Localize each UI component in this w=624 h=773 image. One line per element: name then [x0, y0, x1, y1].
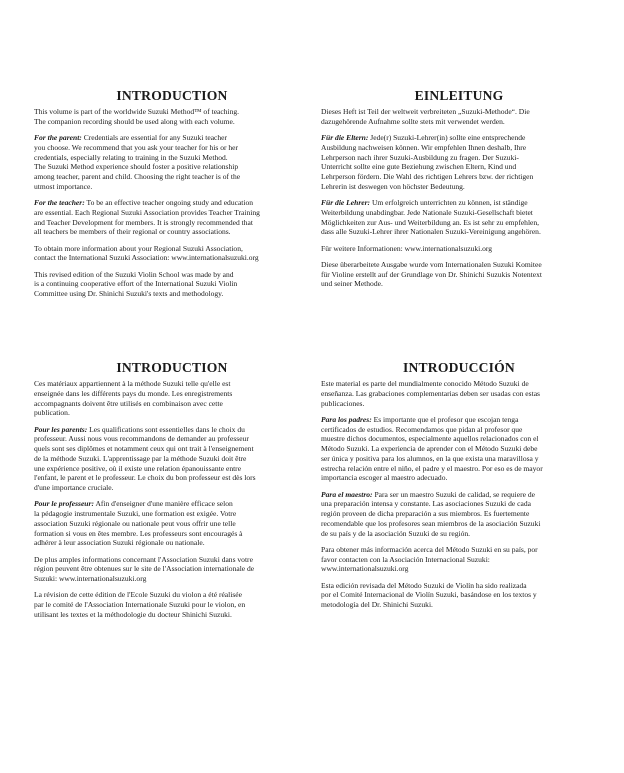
parent-text: Es importante que el profesor que escojan tenga certificados de estudios. Recomendamos que pidan al profesor que muestre dichos documentos, especialmente aquellos relacionados con el Método Suzuki. La experiencia de aprender con el Método Suzuki debe ser única y positiva para los alumnos, en la que exista una maravillosa y estrecha relación entre el niño, el padre y el maestro. Por eso es de mayor importancia escoger al maestro adecuado. — [321, 414, 543, 483]
parent-text: Jede(r) Suzuki-Lehrer(in) sollte eine entsprechende Ausbildung nachweisen können. Wir empfehlen Ihnen deshalb, Ihre Lehrperson nach ihrer Suzuki-Ausbildung zu fragen. Der Suzuki- Unterricht sollte eine gute Beziehung zwischen Eltern, Kind und Lehrperson fördern. Die Wahl des richtigen Lehrers bzw. der richtigen Lehrerin ist deswegen von höchster Bedeutung. — [321, 133, 534, 191]
section-title: INTRODUCCIÓN — [403, 360, 515, 375]
intro-paragraph: This volume is part of the worldwide Suzuki Method™ of teaching. The companion recording should be used along with each volume. — [34, 107, 240, 126]
teacher-lead: Para el maestro: — [321, 489, 373, 499]
intro-paragraph: Dieses Heft ist Teil der weltweit verbreiteten „Suzuki-Methode“. Die dazugehörende Aufnahme sollte stets mit verwendet werden. — [321, 107, 530, 126]
info-paragraph: Für weitere Informationen: www.internationalsuzuki.org — [321, 243, 493, 253]
teacher-lead: Pour le professeur: — [34, 499, 94, 509]
teacher-text: Um erfolgreich unterrichten zu können, ist ständige Weiterbildung unabdingbar. Jede Nationale Suzuki-Gesellschaft bietet Möglichkeiten zur Aus- und Weiterbildung an. Es ist sehr zu empfehlen, dass alle Suzuki-Lehrer ihrer Nationalen Suzuki-Vereinigung angehören. — [321, 198, 541, 237]
teacher-paragraph — [34, 198, 310, 237]
section-title: INTRODUCTION — [116, 360, 228, 375]
parent-text: Credentials are essential for any Suzuki teacher you choose. We recommend that you ask your teacher for his or her credentials, especially relating to training in the Suzuki Method. The Suzuki Method experience should foster a positive relationship among teacher, parent and child. Choosing the right teacher is of the utmost importance. — [34, 133, 241, 191]
teacher-text: To be an effective teacher ongoing study and education are essential. Each Regional Suzuki Association provides Teacher Training and Teacher Development for members. It is strongly recommended that all teachers be members of their regional or country associations. — [34, 198, 260, 237]
introduction-english — [34, 88, 310, 305]
edition-paragraph: Esta edición revisada del Método Suzuki de Violín ha sido realizada por el Comité Internacional de Violín Suzuki, basándose en los textos y metodología del Dr. Shinichi Suzuki. — [321, 580, 537, 609]
parent-paragraph — [321, 415, 597, 483]
teacher-paragraph — [321, 198, 597, 237]
parent-lead: Für die Eltern: — [321, 133, 369, 142]
info-paragraph: Para obtener más información acerca del Método Suzuki en su país, por favor contacten con la Asociación Internacional Suzuki: www.internationalsuzuki.org — [321, 544, 538, 574]
parent-lead: Pour les parents: — [34, 424, 88, 434]
teacher-lead: For the teacher: — [34, 198, 85, 207]
teacher-paragraph — [34, 499, 310, 548]
teacher-paragraph — [321, 490, 597, 539]
section-title: EINLEITUNG — [414, 88, 504, 103]
parent-paragraph — [321, 133, 597, 192]
parent-paragraph — [34, 425, 310, 493]
edition-paragraph: This revised edition of the Suzuki Violin School was made by and is a continuing cooperative effort of the International Suzuki Violin Committee using Dr. Shinichi Suzuki's texts and methodology. — [34, 269, 238, 298]
edition-paragraph: Diese überarbeitete Ausgabe wurde vom Internationalen Suzuki Komitee für Violine erstellt auf der Grundlage von Dr. Shinichi Suzukis Notentext und seiner Methode. — [321, 259, 542, 289]
parent-text: Les qualifications sont essentielles dans le choix du professeur. Aussi nous vous recommandons de demander au professeur quels sont ses diplômes et notamment ceux qui ont trait à l'enseignement de la méthode Suzuki. L'apprentissage par la méthode Suzuki doit être une expérience positive, où il existe une relation épanouissante entre l'enfant, le parent et le professeur. Le choix du bon professeur est dès lors d'une importance cruciale. — [34, 424, 256, 492]
introduction-german — [321, 88, 597, 296]
section-title: INTRODUCTION — [116, 88, 228, 103]
introduction-french — [34, 360, 310, 626]
introduction-spanish — [321, 360, 597, 616]
teacher-text: Afin d'enseigner d'une manière efficace selon la pédagogie instrumentale Suzuki, une formation est exigée. Votre association Suzuki régionale ou nationale peut vous offrir une telle formation si vous en êtes membre. Les professeurs sont encouragés à adhérer à leur association Suzuki régionale ou nationale. — [34, 499, 243, 548]
edition-paragraph: La révision de cette édition de l'Ecole Suzuki du violon a été réalisée par le comité de l'Association Internationale Suzuki pour le violon, en utilisant les textes et la méthodologie du docteur Shinichi Suzuki. — [34, 590, 246, 619]
parent-lead: Para los padres: — [321, 414, 372, 424]
teacher-text: Para ser un maestro Suzuki de calidad, se requiere de una preparación intensa y constante. Las asociaciones Suzuki de cada región proveen de dicha preparación a sus miembros. Es fuertemente recomendable que los profesores sean miembros de la asociación Suzuki de su país y de la asociación Suzuki de su región. — [321, 489, 541, 538]
teacher-lead: Für die Lehrer: — [321, 198, 371, 207]
info-paragraph: To obtain more information about your Regional Suzuki Association, contact the International Suzuki Association: www.internationalsuzuki.org — [34, 243, 259, 263]
intro-paragraph: Ces matériaux appartiennent à la méthode Suzuki telle qu'elle est enseignée dans les différents pays du monde. Les enregistrements accompagnants doivent être utilisés en combinaison avec cette publication. — [34, 379, 233, 418]
info-paragraph: De plus amples informations concernant l'Association Suzuki dans votre région peuvent être obtenues sur le site de l'Association internationale de Suzuki: www.internationalsuzuki.org — [34, 554, 255, 583]
intro-paragraph: Este material es parte del mundialmente conocido Método Suzuki de enseñanza. Las grabaciones complementarias deben ser usadas con estas publicaciones. — [321, 379, 540, 408]
parent-lead: For the parent: — [34, 133, 82, 142]
parent-paragraph — [34, 133, 310, 192]
